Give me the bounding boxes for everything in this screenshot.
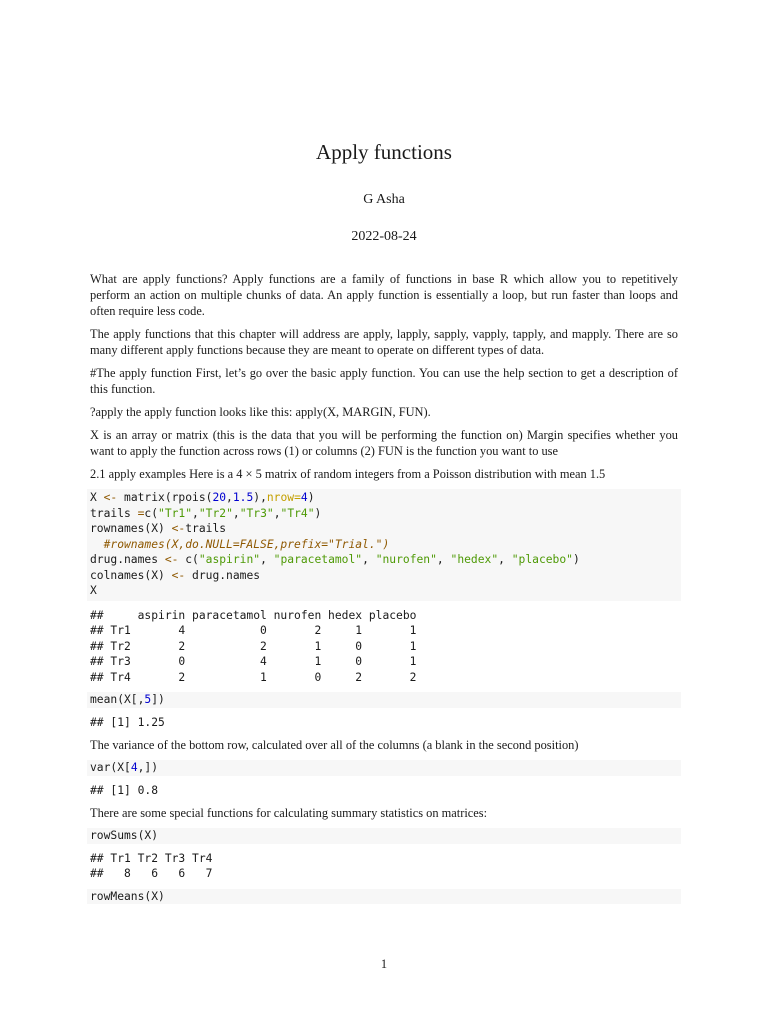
document-author: G Asha — [363, 192, 405, 207]
paragraph-apply-function: #The apply function First, let’s go over the basic apply function. You can use the help section to get a description of this function. — [90, 366, 678, 396]
paragraph-arguments: X is an array or matrix (this is the data that you will be performing the function on) Margin specifies whether you want to apply the function across rows (1) or columns (2) FUN is the function you want to use — [90, 428, 678, 458]
code-block-rowmeans: rowMeans(X) — [87, 889, 681, 905]
paragraph-apply-help: ?apply the apply function looks like this: apply(X, MARGIN, FUN). — [90, 405, 431, 419]
output-line: ## 8 6 6 7 — [90, 867, 213, 880]
paragraph-apply-family: The apply functions that this chapter will address are apply, lapply, sapply, vapply, tapply, and mapply. There are so many different apply functions because they are meant to operate on different types of data. — [90, 327, 678, 357]
code-block-rowsums: rowSums(X) — [87, 828, 681, 844]
output-line: ## Tr1 Tr2 Tr3 Tr4 — [90, 851, 213, 865]
code-output-mean: ## [1] 1.25 — [90, 715, 165, 729]
code-block-var: var(X[4,]) — [87, 760, 681, 776]
paragraph-summary-functions: There are some special functions for calculating summary statistics on matrices: — [90, 806, 488, 820]
output-line: ## Tr2 2 2 1 0 1 — [90, 639, 417, 653]
output-line: ## Tr1 4 0 2 1 1 — [90, 624, 417, 637]
code-block-matrix: X <- matrix(rpois(20,1.5),nrow=4) trails =c("Tr1","Tr2","Tr3","Tr4") rownames(X) <-trails #rownames(X,do.NULL=FALSE,prefix="Trial.") drug.names <- c("aspirin", "paracetamol", "nurofen", "hedex", "placebo") colnames(X) <- drug.names X — [87, 489, 681, 601]
output-line: ## Tr3 0 4 1 0 1 — [90, 655, 417, 668]
code-block-mean: mean(X[,5]) — [87, 692, 681, 708]
document-body — [90, 271, 678, 911]
code-output-rowsums — [90, 851, 678, 882]
output-line: ## aspirin paracetamol nurofen hedex placebo — [90, 608, 417, 622]
page-number: 1 — [380, 957, 388, 971]
code-output-matrix — [90, 608, 678, 686]
paragraph-variance: The variance of the bottom row, calculated over all of the columns (a blank in the second position) — [90, 738, 579, 752]
paragraph-examples: 2.1 apply examples Here is a 4 × 5 matrix of random integers from a Poisson distribution with mean 1.5 — [90, 467, 606, 481]
code-comment: #rownames(X,do.NULL=FALSE,prefix="Trial.") — [90, 537, 390, 551]
paragraph-intro: What are apply functions? Apply functions are a family of functions in base R which allow you to repetitively perform an action on multiple chunks of data. An apply function is essentially a loop, but run faster than loops and often require less code. — [90, 272, 678, 318]
output-line: ## Tr4 2 1 0 2 2 — [90, 670, 417, 684]
code-output-var: ## [1] 0.8 — [90, 783, 159, 797]
document-date: 2022-08-24 — [351, 229, 417, 244]
document-title: Apply functions — [316, 140, 452, 164]
